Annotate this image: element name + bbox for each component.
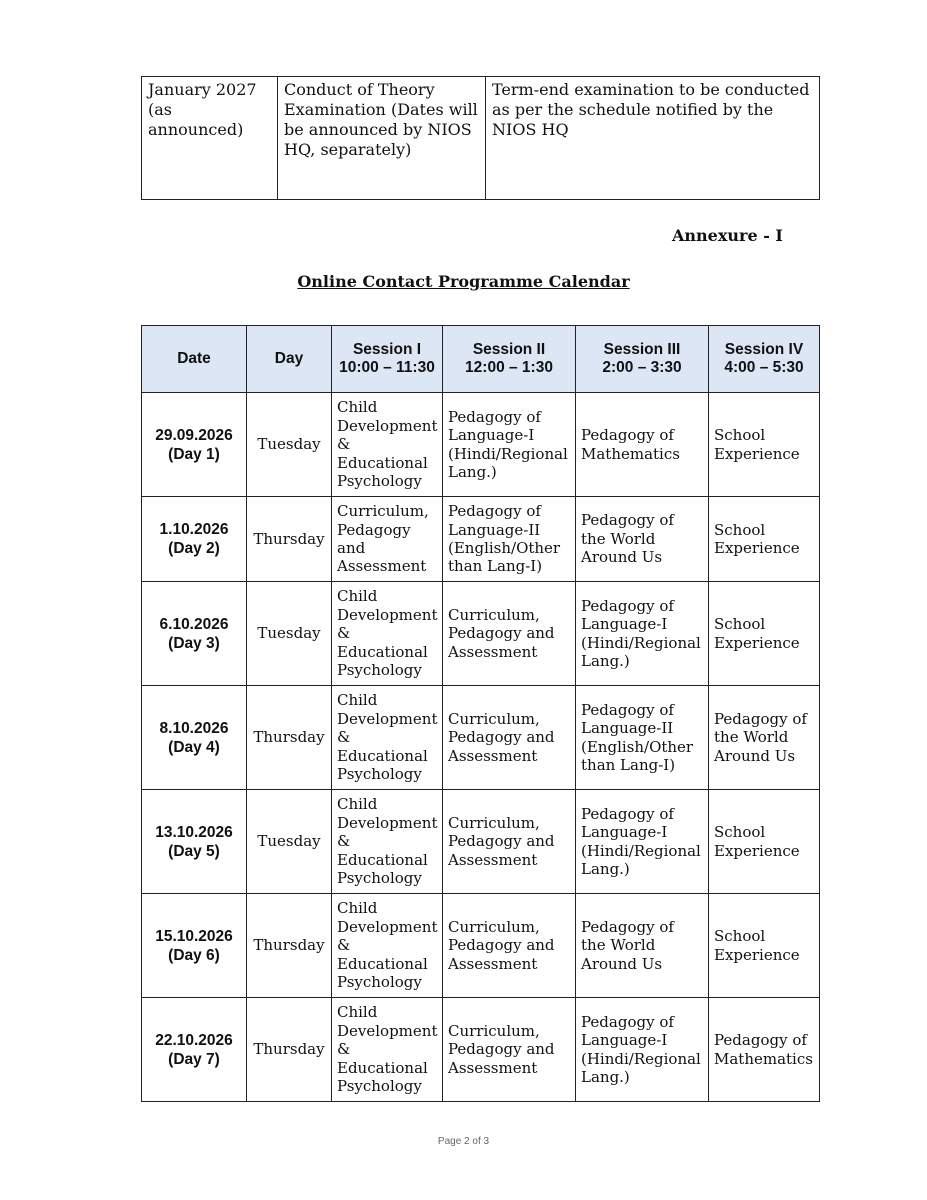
session-1-time: 10:00 – 11:30 bbox=[339, 359, 435, 376]
day-number: (Day 2) bbox=[168, 540, 220, 557]
date-value: 22.10.2026 bbox=[155, 1031, 233, 1049]
session-4-cell: School Experience bbox=[709, 393, 820, 497]
table-row bbox=[142, 393, 820, 497]
date-cell bbox=[142, 497, 247, 582]
session-4-cell: Pedagogy of the World Around Us bbox=[709, 686, 820, 790]
session-1-cell: Child Development & Educational Psychology bbox=[332, 790, 443, 894]
weekday-cell: Thursday bbox=[247, 686, 332, 790]
annexure-label: Annexure - I bbox=[672, 226, 783, 245]
session-2-cell: Pedagogy of Language-II (English/Other than Lang-I) bbox=[443, 497, 576, 582]
session-2-cell: Curriculum, Pedagogy and Assessment bbox=[443, 998, 576, 1102]
session-1-cell: Child Development & Educational Psychology bbox=[332, 582, 443, 686]
date-cell bbox=[142, 686, 247, 790]
day-number: (Day 7) bbox=[168, 1050, 220, 1068]
day-number: (Day 5) bbox=[168, 842, 220, 860]
date-cell bbox=[142, 790, 247, 894]
day-number: (Day 6) bbox=[168, 946, 220, 964]
weekday-cell: Thursday bbox=[247, 998, 332, 1102]
table-row bbox=[142, 77, 820, 200]
activity-cell: Conduct of Theory Examination (Dates will be announced by NIOS HQ, separately) bbox=[278, 77, 486, 200]
date-value: 29.09.2026 bbox=[155, 426, 233, 444]
header-session-4 bbox=[709, 326, 820, 393]
session-4-name: Session IV bbox=[724, 341, 804, 358]
header-session-1 bbox=[332, 326, 443, 393]
session-2-cell: Curriculum, Pedagogy and Assessment bbox=[443, 686, 576, 790]
weekday-cell: Tuesday bbox=[247, 582, 332, 686]
date-cell bbox=[142, 998, 247, 1102]
session-2-name: Session II bbox=[472, 341, 546, 358]
session-3-cell: Pedagogy of the World Around Us bbox=[576, 894, 709, 998]
session-4-cell: School Experience bbox=[709, 894, 820, 998]
contact-programme-calendar-table bbox=[141, 325, 820, 1102]
session-4-cell: Pedagogy of Mathematics bbox=[709, 998, 820, 1102]
remarks-cell: Term-end examination to be conducted as per the schedule notified by the NIOS HQ bbox=[486, 77, 820, 200]
page-title bbox=[0, 272, 927, 291]
session-1-name: Session I bbox=[352, 341, 422, 358]
table-row bbox=[142, 894, 820, 998]
date-value: 13.10.2026 bbox=[155, 823, 233, 841]
table-row bbox=[142, 790, 820, 894]
session-3-cell: Pedagogy of the World Around Us bbox=[576, 497, 709, 582]
table-row bbox=[142, 686, 820, 790]
session-4-cell: School Experience bbox=[709, 582, 820, 686]
header-date: Date bbox=[142, 326, 247, 393]
day-number: (Day 1) bbox=[168, 445, 220, 463]
calendar-title-text: Online Contact Programme Calendar bbox=[297, 272, 630, 291]
header-session-2 bbox=[443, 326, 576, 393]
session-3-name: Session III bbox=[603, 341, 681, 358]
session-3-cell: Pedagogy of Language-I (Hindi/Regional Lang.) bbox=[576, 582, 709, 686]
table-row bbox=[142, 497, 820, 582]
session-4-cell: School Experience bbox=[709, 497, 820, 582]
session-1-cell: Curriculum, Pedagogy and Assessment bbox=[332, 497, 443, 582]
date-cell bbox=[142, 393, 247, 497]
session-2-cell: Pedagogy of Language-I (Hindi/Regional Lang.) bbox=[443, 393, 576, 497]
date-value: 8.10.2026 bbox=[159, 719, 229, 737]
session-1-cell: Child Development & Educational Psychology bbox=[332, 894, 443, 998]
weekday-cell: Tuesday bbox=[247, 393, 332, 497]
header-session-3 bbox=[576, 326, 709, 393]
header-row bbox=[142, 326, 820, 393]
session-2-time: 12:00 – 1:30 bbox=[465, 359, 553, 376]
exam-schedule-table bbox=[141, 76, 820, 200]
calendar-body bbox=[142, 393, 820, 1102]
session-3-cell: Pedagogy of Mathematics bbox=[576, 393, 709, 497]
date-value: 6.10.2026 bbox=[159, 615, 229, 633]
session-3-cell: Pedagogy of Language-I (Hindi/Regional Lang.) bbox=[576, 790, 709, 894]
session-3-time: 2:00 – 3:30 bbox=[602, 359, 682, 376]
weekday-cell: Thursday bbox=[247, 497, 332, 582]
table-row bbox=[142, 998, 820, 1102]
session-3-cell: Pedagogy of Language-I (Hindi/Regional Lang.) bbox=[576, 998, 709, 1102]
period-cell: January 2027 (as announced) bbox=[142, 77, 278, 200]
weekday-cell: Thursday bbox=[247, 894, 332, 998]
header-day: Day bbox=[247, 326, 332, 393]
session-1-cell: Child Development & Educational Psychology bbox=[332, 998, 443, 1102]
day-number: (Day 4) bbox=[168, 738, 220, 756]
session-3-cell: Pedagogy of Language-II (English/Other than Lang-I) bbox=[576, 686, 709, 790]
session-1-cell: Child Development & Educational Psychology bbox=[332, 686, 443, 790]
table-row bbox=[142, 582, 820, 686]
date-value: 1.10.2026 bbox=[159, 521, 229, 538]
session-2-cell: Curriculum, Pedagogy and Assessment bbox=[443, 790, 576, 894]
session-2-cell: Curriculum, Pedagogy and Assessment bbox=[443, 894, 576, 998]
session-4-time: 4:00 – 5:30 bbox=[724, 359, 804, 376]
date-cell bbox=[142, 582, 247, 686]
session-4-cell: School Experience bbox=[709, 790, 820, 894]
day-number: (Day 3) bbox=[168, 634, 220, 652]
weekday-cell: Tuesday bbox=[247, 790, 332, 894]
session-1-cell: Child Development & Educational Psychology bbox=[332, 393, 443, 497]
date-value: 15.10.2026 bbox=[155, 927, 233, 945]
page-number: Page 2 of 3 bbox=[437, 1136, 490, 1147]
session-2-cell: Curriculum, Pedagogy and Assessment bbox=[443, 582, 576, 686]
date-cell bbox=[142, 894, 247, 998]
